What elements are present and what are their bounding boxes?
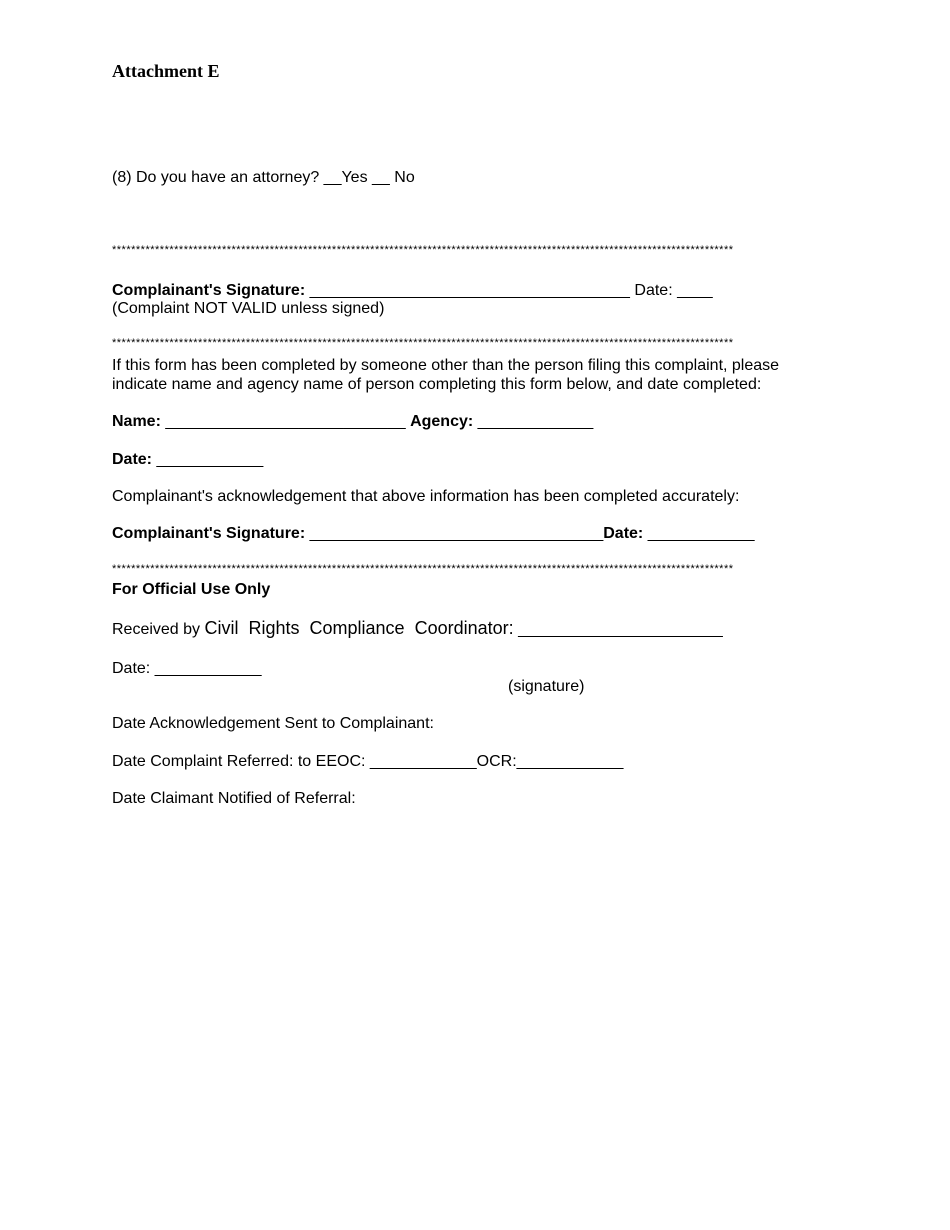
signature-label: Complainant's Signature: [112,282,306,299]
agency-label: Agency: [410,413,474,430]
instructions-line-1: If this form has been completed by someone other than the person filing this complaint, please [112,357,780,374]
received-by-row [112,619,723,639]
signature-date-blank-2[interactable]: ____________ [643,525,755,542]
signature-date-label-2: Date: [603,525,644,542]
complainant-signature-row-2 [112,524,755,543]
completed-date-blank[interactable]: ____________ [152,451,264,468]
referral-date-row: Date Complaint Referred: to EEOC: ____________OCR:____________ [112,753,624,770]
signature-date[interactable]: Date: ____ [634,282,713,299]
claimant-notified-date: Date Claimant Notified of Referral: [112,790,356,807]
signature-blank-2[interactable]: _________________________________ [305,525,604,542]
received-by-prefix: Received by [112,621,205,638]
agency-blank[interactable]: _____________ [473,413,594,430]
separator-2: ********************************************************************************************************************************** [112,337,734,349]
name-blank[interactable]: ___________________________ [160,413,411,430]
ack-sent-date: Date Acknowledgement Sent to Complainant: [112,715,434,732]
separator-1: ********************************************************************************************************************************** [112,244,734,256]
official-use-title: For Official Use Only [112,581,271,598]
complainant-signature-row [112,281,713,300]
acknowledgement-text: Complainant's acknowledgement that above information has been completed accurately: [112,488,740,505]
attorney-question: (8) Do you have an attorney? __Yes __ No [112,169,415,186]
separator-3: ********************************************************************************************************************************** [112,563,734,575]
name-agency-row [112,412,593,431]
name-label: Name: [112,413,161,430]
completed-date-label: Date: [112,451,153,468]
signature-caption: (signature) [508,678,585,695]
received-by-blank[interactable]: _______________________ [513,621,723,638]
signature-label-2: Complainant's Signature: [112,525,306,542]
signature-blank[interactable]: ____________________________________ [305,282,635,299]
instructions-line-2: indicate name and agency name of person completing this form below, and date completed: [112,376,762,393]
completed-date-row [112,450,263,469]
page-heading: Attachment E [112,61,220,81]
received-by-coordinator: Civil Rights Compliance Coordinator: [204,618,514,638]
signature-validity-note: (Complaint NOT VALID unless signed) [112,300,385,317]
official-date[interactable]: Date: ____________ [112,660,262,677]
